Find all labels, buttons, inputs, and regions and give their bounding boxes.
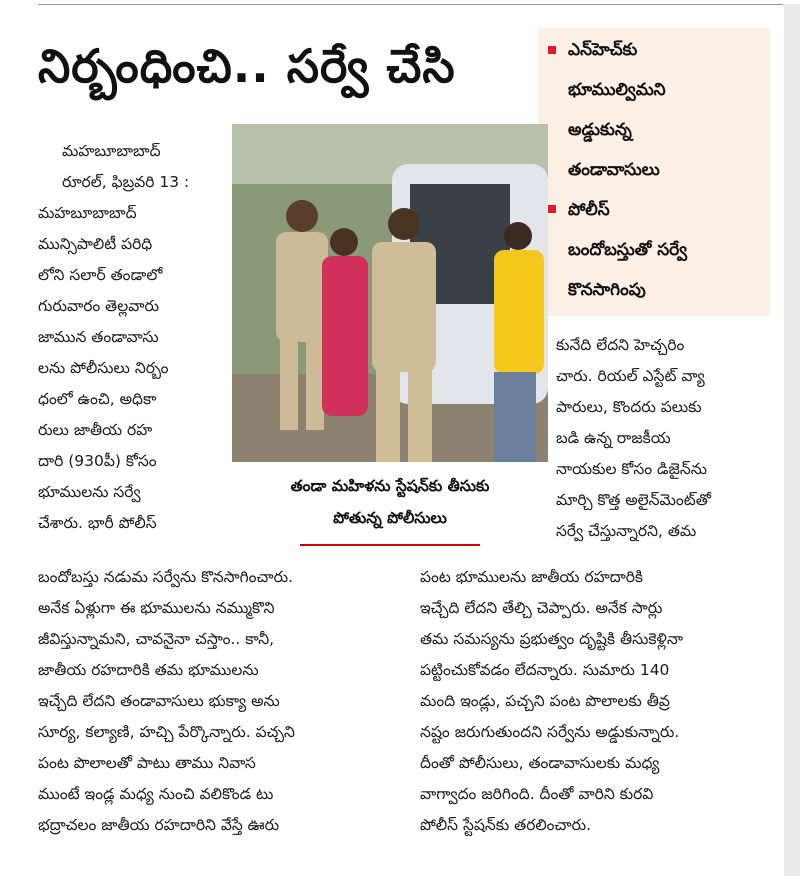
headline: నిర్బంధించి.. సర్వే చేసి [38,39,456,93]
news-photo [232,124,548,462]
article-line: ధంలో ఉంచి, అధికా [38,390,157,408]
article-line: ఇచ్చేది లేదని తేల్చి చెప్పారు. అనేక సార్లు [420,599,663,617]
article-line: నష్టం జరుగుతుందని సర్వేను అడ్డుకున్నారు. [420,723,680,741]
article-line: చారు. రియల్ ఎస్టేట్ వ్యా [556,367,705,385]
article-line: లను పోలీసులు నిర్బం [38,359,169,377]
bullet-icon [548,46,556,54]
article-line: సర్వే చేస్తున్నారని, తమ [556,522,697,540]
highlight-line: తండావాసులు [568,160,660,180]
article-line: సూర్య, కల్యాణి, హచ్చి పేర్కొన్నారు. పచ్చని [38,723,295,741]
top-rule [38,4,783,5]
article-line: పట్టించుకోవడం లేదన్నారు. సుమారు 140 [420,661,670,679]
article-line: మంది ఇండ్లు, పచ్చని పంట పొలాలకు తీవ్ర [420,692,670,710]
bullet-icon [548,205,556,213]
article-column-3 [556,330,782,547]
highlight-line: భూముల్విమని [568,80,666,100]
article-line: భద్రాచలం జాతీయ రహదారిని వేస్తే ఊరు [38,816,280,834]
article-line: దారి (930పీ) కోసం [38,452,157,470]
article-line: ముంటే ఇండ్ల మధ్య నుంచి వలికొండ టు [38,785,274,803]
article-line: మున్సిపాలిటీ పరిధి [38,235,153,253]
article-line: భూములను సర్వే [38,483,141,501]
article-line: తమ సమస్యను ప్రభుత్వం దృష్టికి తీసుకెళ్లినా [420,630,683,648]
article-line: మార్చి కొత్త అలైన్‌మెంట్‌తో [556,491,711,509]
page-edge [784,4,800,876]
article-line: ఇచ్చేది లేదని తండావాసులు భుక్యా అను [38,692,280,710]
article-line: జాతీయ రహదారికి తమ భూములను [38,661,259,679]
article-line: అనేక ఏళ్లుగా ఈ భూములను నమ్ముకొని [38,599,275,617]
highlight-line: పోలీస్ [568,200,610,220]
photo-caption [232,470,548,534]
article-line: లోని సలార్ తండాలో [38,266,163,284]
caption-underline [300,544,480,546]
highlights-box [538,28,770,316]
article-line: నాయకుల కోసం డిజైన్‌ను [556,460,707,478]
article-line: మహబూబాబాద్ [38,204,137,222]
article-line: పంట పొలాలతో పాటు తాము నివాస [38,754,256,772]
article-line: దీంతో పోలీసులు, తండావాసులకు మధ్య [420,754,660,772]
highlight-line: అడ్డుకున్న [568,120,632,140]
article-line: వాగ్వాదం జరిగింది. దీంతో వారిని కురవి [420,785,654,803]
article-column-1-bottom [38,562,414,841]
article-column-2-bottom [420,562,780,841]
article-column-1-cont [38,198,222,539]
article-line: పోలీస్ స్టేషన్‌కు తరలించారు. [420,816,592,834]
article-line: రూరల్, ఫిబ్రవరి 13 : [62,173,190,191]
police-photo-illustration [232,124,548,462]
highlight-line: కొనసాగింపు [568,280,646,300]
article-line: జీవిస్తున్నామని, చావనైనా చస్తాం.. కానీ, [38,630,275,648]
article-line: చేశారు. భారీ పోలీస్ [38,514,157,532]
article-line: పంట భూములను జాతీయ రహదారికి [420,568,643,586]
caption-line: తండా మహిళను స్టేషన్‌కు తీసుకు [290,477,490,495]
highlight-line: ఎన్‌హెచ్‌కు [568,40,638,60]
article-line: మహబూబాబాద్ [62,142,161,160]
article-line: బందోబస్తు నడుమ సర్వేను కొనసాగించారు. [38,568,294,586]
article-line: రులు జాతీయ రహ [38,421,153,439]
article-line: జామున తండావాసు [38,328,159,346]
article-line: పారులు, కొందరు పలుకు [556,398,702,416]
highlight-line: బందోబస్తుతో సర్వే [568,240,688,260]
article-line: గురువారం తెల్లవారు [38,297,160,315]
article-column-1 [62,136,222,198]
article-line: బడి ఉన్న రాజకీయ [556,429,671,447]
caption-line: పోతున్న పోలీసులు [333,509,447,527]
article-line: కునేది లేదని హెచ్చరిం [556,336,685,354]
